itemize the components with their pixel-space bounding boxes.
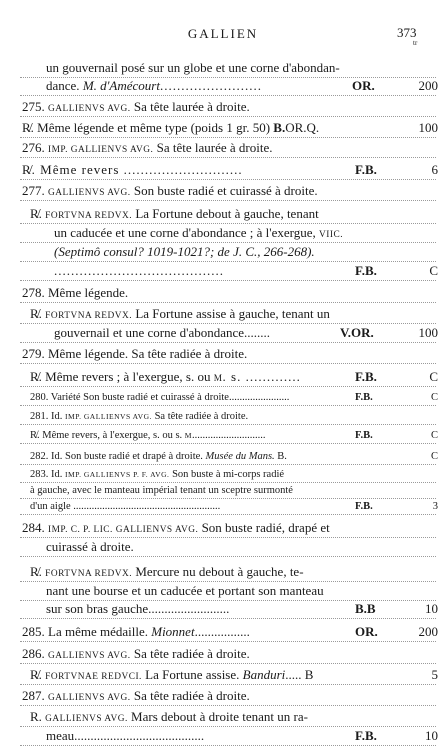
entry-text [30, 708, 308, 728]
entry-text [22, 161, 243, 179]
metal-rating: F.B. [355, 430, 373, 441]
line-separator [20, 363, 436, 364]
text-segment: 281. Id. [30, 411, 65, 422]
price-value: C [429, 263, 438, 278]
entry-text [30, 409, 248, 424]
metal-rating: F.B. [355, 392, 373, 403]
catalogue-line [0, 98, 446, 116]
catalogue-line [0, 449, 446, 464]
catalogue-line [0, 368, 446, 386]
text-segment: IMP. GALLIENVS P. F. AVG. [65, 470, 170, 479]
metal-rating: F.B. [355, 369, 377, 384]
text-segment: (Septimô consul? 1019-1021?; de J. C., 266-268). [54, 244, 315, 259]
entry-text [30, 483, 293, 498]
text-segment: 278. Même légende. [22, 285, 129, 300]
metal-rating: F.B. [355, 263, 377, 278]
text-segment: M [184, 431, 193, 440]
line-separator [20, 663, 436, 664]
text-segment: Sa tête laurée à droite. [153, 140, 273, 155]
line-separator [20, 618, 436, 619]
text-segment: Son buste à mi-corps radié [169, 469, 285, 480]
text-segment: à gauche, avec le manteau impérial tenant un sceptre surmonté [30, 485, 293, 496]
entry-text [30, 390, 289, 405]
text-segment: La Fortune assise à gauche, tenant un [132, 306, 330, 321]
catalogue-line [0, 582, 446, 600]
catalogue-line [0, 428, 446, 443]
text-segment: FORTVNA REDVX. [45, 311, 133, 321]
price-value: 3 [432, 501, 438, 512]
price-value: 100 [418, 325, 438, 340]
entry-text [30, 499, 220, 514]
text-segment: ........................................ [54, 263, 224, 278]
page-number: 373 [397, 25, 417, 40]
text-segment: sur son bras gauche......................... [46, 601, 230, 616]
line-separator [20, 302, 436, 303]
text-segment: FORTVNAE REDVCI. [45, 672, 142, 682]
line-separator [20, 556, 436, 557]
line-separator [20, 424, 436, 425]
catalogue-line [0, 205, 446, 223]
text-segment: IMP. GALLIENVS AVG. [65, 412, 152, 421]
text-segment: ..... B [285, 667, 314, 682]
text-segment: La Fortune assise. [141, 667, 243, 682]
text-segment: IMP. C. P. LIC. GALLIENVS AVG. [48, 525, 199, 535]
text-segment: R̸. [30, 206, 46, 221]
catalogue-line [0, 182, 446, 200]
catalogue-line [0, 409, 446, 424]
entry-text [46, 77, 262, 95]
text-segment: IMP. GALLIENVS AVG. [48, 145, 154, 155]
line-separator [20, 514, 436, 515]
text-segment: GALLIENVS AVG. [48, 651, 131, 661]
entry-text [30, 205, 319, 225]
text-segment: 283. Id. [30, 469, 65, 480]
entry-text [46, 727, 204, 745]
price-value: 10 [425, 728, 438, 743]
catalogue-line [0, 727, 446, 745]
line-separator [20, 157, 436, 158]
price-value: 6 [431, 162, 438, 177]
text-segment: Son buste radié, drapé et [198, 520, 330, 535]
catalogue-line [0, 284, 446, 302]
catalogue-line [0, 563, 446, 581]
catalogue-line [0, 345, 446, 363]
text-segment: ............................ [192, 430, 266, 441]
catalogue-line [0, 119, 446, 137]
entry-text [54, 224, 343, 244]
text-segment: OR.Q. [285, 120, 320, 135]
text-segment: Musée du Mans. [205, 451, 275, 462]
entry-text [22, 519, 330, 539]
line-separator [20, 179, 436, 180]
catalogue-line [0, 708, 446, 726]
metal-rating: F.B. [355, 501, 373, 512]
catalogue-line [0, 305, 446, 323]
price-value: 5 [431, 667, 438, 682]
entry-text [22, 284, 128, 302]
text-segment: Sa tête radiée à droite. [130, 688, 250, 703]
text-segment: nant une bourse et un caducée et portant son manteau [46, 583, 324, 598]
entry-text [30, 305, 330, 325]
line-separator [20, 200, 436, 201]
metal-rating: F.B. [355, 728, 377, 743]
catalogue-line [0, 77, 446, 95]
line-separator [20, 464, 436, 465]
entry-text [46, 538, 134, 556]
catalogue-line [0, 538, 446, 556]
price-value: 10 [425, 601, 438, 616]
text-segment: Mercure nu debout à gauche, te- [132, 564, 304, 579]
text-segment: 286. [22, 646, 48, 661]
catalogue-line [0, 519, 446, 537]
text-segment: R̸. Même revers ............................ [22, 162, 243, 177]
catalogue-line [0, 262, 446, 280]
text-segment: dance. [46, 78, 83, 93]
price-value: 100 [418, 120, 438, 135]
text-segment: 279. Même légende. Sa tête radiée à droite. [22, 346, 248, 361]
text-segment: Banduri [242, 667, 286, 682]
catalogue-line [0, 483, 446, 498]
price-value: C [429, 369, 438, 384]
text-segment: 282. Id. Son buste radié et drapé à droite. [30, 451, 206, 462]
catalogue-line [0, 666, 446, 684]
text-segment: R̸. [30, 306, 46, 321]
text-segment: meau........................................ [46, 728, 205, 743]
text-segment: Sa tête radiée à droite. [151, 411, 249, 422]
text-segment: La Fortune debout à gauche, tenant [132, 206, 319, 221]
price-value: 200 [418, 624, 438, 639]
text-segment: cuirassé à droite. [46, 539, 134, 554]
entry-text [30, 449, 287, 464]
text-segment: R̸. [30, 667, 46, 682]
text-segment: B. [273, 120, 286, 135]
text-segment: 276. [22, 140, 48, 155]
text-segment: GALLIENVS AVG. [45, 714, 128, 724]
text-segment: GALLIENVS AVG. [48, 188, 131, 198]
text-segment: B. [274, 451, 287, 462]
running-title: GALLIEN [187, 26, 259, 41]
text-segment: GALLIENVS AVG. [48, 104, 131, 114]
text-segment: 280. Variété Son buste radié et cuirassé à droite....................... [30, 392, 290, 403]
metal-rating: F.B. [355, 162, 377, 177]
entry-text [30, 368, 301, 388]
line-separator [20, 342, 436, 343]
entry-text [22, 98, 250, 118]
entry-text [54, 262, 224, 280]
line-separator [20, 116, 436, 117]
text-segment: Mionnet [151, 624, 195, 639]
line-separator [20, 280, 436, 281]
entry-text [54, 243, 315, 261]
metal-rating: V.OR. [340, 325, 374, 340]
page-header [0, 25, 446, 47]
entry-text [22, 182, 318, 202]
text-segment: ........................ [159, 78, 262, 93]
entry-text [54, 324, 270, 342]
line-separator [20, 95, 436, 96]
catalogue-line [0, 139, 446, 157]
price-value: C [430, 392, 438, 403]
entry-text [22, 119, 319, 137]
catalogue-line [0, 645, 446, 663]
catalogue-line [0, 59, 446, 77]
text-segment: Sa tête radiée à droite. [130, 646, 250, 661]
entry-text [22, 623, 250, 641]
text-segment: FORTVNA REDVX. [45, 211, 133, 221]
line-separator [20, 684, 436, 685]
line-separator [20, 137, 436, 138]
text-segment: M [213, 374, 223, 384]
catalogue-line [0, 324, 446, 342]
text-segment: R̸. [30, 564, 46, 579]
metal-rating: OR. [352, 78, 375, 93]
line-separator [20, 386, 436, 387]
entry-text [46, 600, 229, 618]
metal-rating: OR. [355, 624, 378, 639]
entry-text [30, 563, 304, 583]
catalogue-line [0, 467, 446, 482]
text-segment: VIIC. [319, 230, 344, 240]
text-segment: 287. [22, 688, 48, 703]
entry-text [22, 687, 250, 707]
text-segment: 277. [22, 183, 48, 198]
line-separator [20, 405, 436, 406]
entry-text [22, 645, 250, 665]
catalogue-line [0, 243, 446, 261]
catalogue-line [0, 623, 446, 641]
text-segment: ................. [194, 624, 250, 639]
catalogue-line [0, 687, 446, 705]
text-segment: R̸. Même légende et même type (poids 1 gr. 50) [22, 120, 274, 135]
catalogue-line [0, 390, 446, 405]
text-segment: R. [30, 709, 46, 724]
text-segment: M. d'Amécourt [82, 78, 160, 93]
entry-text [30, 666, 313, 686]
entry-text [30, 467, 284, 482]
text-segment: 285. La même médaille. [22, 624, 152, 639]
text-segment: . s. ............. [222, 369, 301, 384]
entry-text [22, 345, 247, 363]
text-segment: un caducée et une corne d'abondance ; à l'exergue, [54, 225, 320, 240]
price-value: 200 [418, 78, 438, 93]
page-signature: tr [413, 39, 418, 47]
text-segment: R̸. Même revers, à l'exergue, s. ou s. [30, 430, 185, 441]
text-segment: Mars debout à droite tenant un ra- [127, 709, 308, 724]
text-segment: Son buste radié et cuirassé à droite. [130, 183, 318, 198]
entry-text [22, 139, 272, 159]
text-segment: R̸. Même revers ; à l'exergue, s. ou [30, 369, 214, 384]
line-separator [20, 443, 436, 444]
text-segment: Sa tête laurée à droite. [130, 99, 250, 114]
line-separator [20, 641, 436, 642]
entry-text [46, 582, 324, 600]
line-separator [20, 745, 436, 746]
metal-rating: B.B [355, 601, 376, 616]
text-segment: GALLIENVS AVG. [48, 693, 131, 703]
catalogue-line [0, 161, 446, 179]
line-separator [20, 705, 436, 706]
entry-text [46, 59, 340, 77]
text-segment: 284. [22, 520, 48, 535]
catalogue-line [0, 600, 446, 618]
text-segment: un gouvernail posé sur un globe et une corne d'abondan- [46, 60, 340, 75]
price-value: C [430, 451, 438, 462]
text-segment: 275. [22, 99, 48, 114]
catalogue-line [0, 499, 446, 514]
price-value: C [430, 430, 438, 441]
text-segment: FORTVNA REDVX. [45, 569, 133, 579]
catalogue-line [0, 224, 446, 242]
text-segment: d'un aigle ........................................................ [30, 501, 221, 512]
text-segment: gouvernail et une corne d'abondance........ [54, 325, 271, 340]
entry-text [30, 428, 266, 443]
